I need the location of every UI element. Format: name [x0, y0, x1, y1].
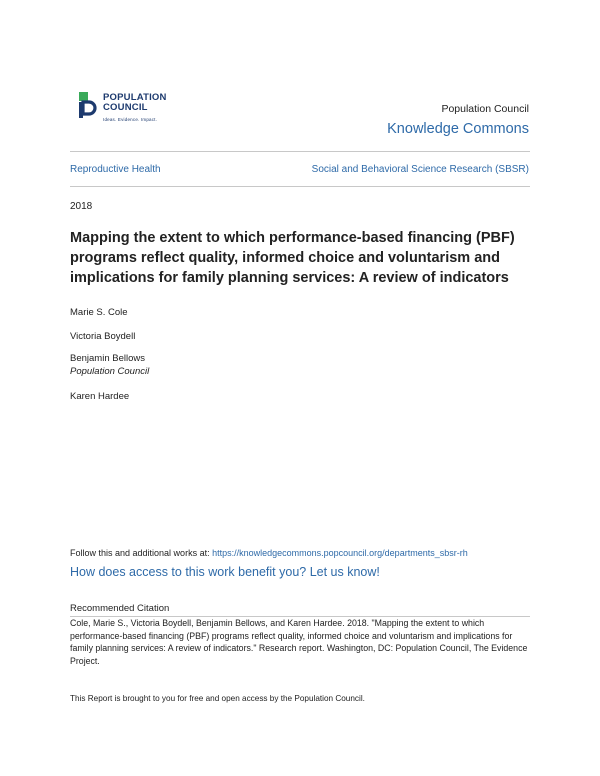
population-council-logo-icon [76, 90, 98, 128]
author-name: Marie S. Cole [70, 307, 128, 318]
logo-wordmark: POPULATION COUNCIL [103, 92, 167, 113]
follow-text: Follow this and additional works at: https://knowledgecommons.popcouncil.org/departments_sbsr-rh [70, 548, 468, 558]
header-organization: Population Council [441, 103, 529, 115]
divider-top [70, 151, 530, 152]
category-link-sbsr[interactable]: Social and Behavioral Science Research (SBSR) [311, 164, 529, 175]
document-title: Mapping the extent to which performance-based financing (PBF) programs reflect quality, informed choice and voluntarism and implications for family planning services: A review of indicators [70, 230, 515, 286]
population-council-logo [76, 90, 196, 130]
publication-year: 2018 [70, 201, 93, 212]
citation-heading: Recommended Citation [70, 603, 170, 614]
knowledge-commons-link[interactable]: Knowledge Commons [387, 121, 529, 137]
author-name: Karen Hardee [70, 391, 130, 402]
author-affiliation: Population Council [70, 366, 150, 377]
access-feedback-link[interactable]: How does access to this work benefit you? Let us know! [70, 565, 380, 579]
author-name: Victoria Boydell [70, 331, 136, 342]
footer-note: This Report is brought to you for free and open access by the Population Council. [70, 694, 365, 703]
logo-tagline: Ideas. Evidence. Impact. [103, 117, 158, 122]
category-link-reproductive-health[interactable]: Reproductive Health [70, 164, 161, 175]
author-name: Benjamin Bellows [70, 353, 145, 364]
divider-categories [70, 186, 530, 187]
department-link[interactable]: https://knowledgecommons.popcouncil.org/departments_sbsr-rh [212, 548, 468, 558]
citation-text: Cole, Marie S., Victoria Boydell, Benjamin Bellows, and Karen Hardee. 2018. "Mapping the extent to which performance-based financing (PBF) programs reflect quality, informed choice and voluntarism and implications for family planning services: A review of indicators." Research report. Washington, DC: Population Council, The Evidence Project. [70, 618, 528, 666]
